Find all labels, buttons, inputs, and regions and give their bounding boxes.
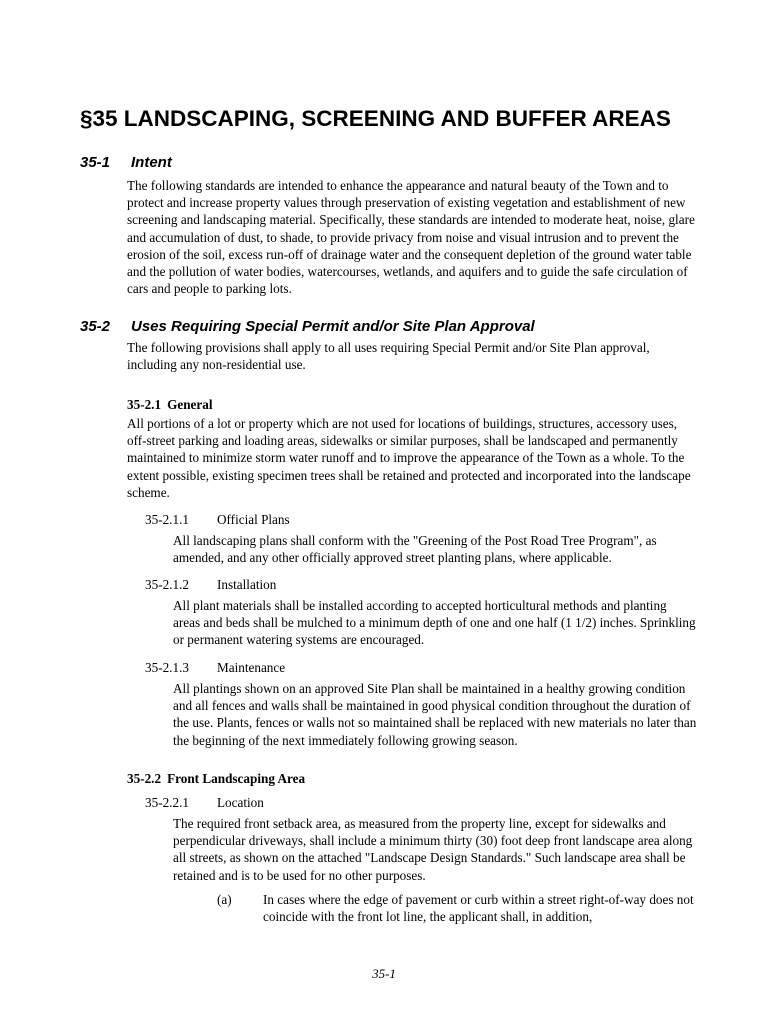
subsection-number: 35-2.2 — [127, 771, 162, 786]
clause-heading-35-2-1-1 — [145, 512, 290, 528]
clause-body-35-2-1-3: All plantings shown on an approved Site Plan shall be maintained in a healthy growing condition and all fences and walls shall be maintained in good physical condition throughout the duration of the use. Plants, fences or walls not so maintained shall be replaced with new materials no later than the beginning of the next immediately following growing season. — [173, 681, 697, 748]
section-number: 35-2 — [80, 318, 111, 335]
clause-heading-35-2-2-1 — [145, 795, 264, 811]
clause-title: Maintenance — [217, 660, 286, 675]
section-number: 35-1 — [80, 154, 111, 171]
subsection-heading-35-2-1 — [127, 397, 213, 413]
clause-body-35-2-1-2: All plant materials shall be installed according to accepted horticultural methods and planting areas and beds shall be mulched to a minimum depth of one and one half (1 1/2) inches. Sprinkling or permanent watering systems are encouraged. — [173, 598, 696, 648]
subsection-number: 35-2.1 — [127, 397, 162, 412]
subsection-body-35-2-1: All portions of a lot or property which are not used for locations of buildings, structures, accessory uses, off-street parking and loading areas, sidewalks or similar purposes, shall be landscaped and permanently maintained to minimize storm water runoff and to improve the appearance of the Town as a whole. To the extent possible, existing specimen trees shall be retained and protected and incorporated into the landscape scheme. — [127, 416, 691, 500]
clause-title: Location — [217, 795, 264, 810]
clause-title: Official Plans — [217, 512, 290, 527]
clause-number: 35-2.1.1 — [145, 512, 189, 527]
clause-body-35-2-2-1: The required front setback area, as measured from the property line, except for sidewalks and perpendicular driveways, shall include a minimum thirty (30) foot deep front landscape area along all streets, as shown on the attached "Landscape Design Standards." Such landscape area shall be retained and is to be used for no other purposes. — [173, 816, 693, 883]
clause-number: 35-2.1.3 — [145, 660, 189, 675]
clause-heading-35-2-1-3 — [145, 660, 285, 676]
section-title: Uses Requiring Special Permit and/or Site Plan Approval — [131, 318, 535, 335]
subsection-title: Front Landscaping Area — [167, 771, 306, 786]
section-body-35-2: The following provisions shall apply to all uses requiring Special Permit and/or Site Plan approval, including any non-residential use. — [127, 340, 650, 373]
section-heading-35-1 — [80, 154, 172, 171]
subsection-title: General — [167, 397, 213, 412]
clause-heading-35-2-1-2 — [145, 577, 276, 593]
list-item-text: In cases where the edge of pavement or curb within a street right-of-way does not coincide with the front lot line, the applicant shall, in addition, — [263, 892, 694, 925]
page-number: 35-1 — [372, 966, 396, 981]
page-title: §35 LANDSCAPING, SCREENING AND BUFFER AREAS — [80, 106, 671, 131]
clause-title: Installation — [217, 577, 277, 592]
clause-number: 35-2.1.2 — [145, 577, 189, 592]
clause-number: 35-2.2.1 — [145, 795, 189, 810]
section-body-35-1: The following standards are intended to enhance the appearance and natural beauty of the Town and to protect and increase property values through preservation of existing vegetation and establishment of new screening and landscaping material. Specifically, these standards are intended to moderate heat, noise, glare and accumulation of dust, to shade, to provide privacy from noise and visual intrusion and to prevent the erosion of the soil, excess run-off of drainage water and the consequent depletion of the ground water table and the pollution of water bodies, watercourses, wetlands, and aquifers and to guide the safe circulation of cars and people to parking lots. — [127, 178, 695, 297]
list-item-marker: (a) — [217, 892, 232, 907]
section-title: Intent — [131, 154, 172, 171]
subsection-heading-35-2-2 — [127, 771, 305, 787]
section-heading-35-2 — [80, 318, 535, 335]
clause-body-35-2-1-1: All landscaping plans shall conform with the "Greening of the Post Road Tree Program", as amended, and any other officially approved street planting plans, where applicable. — [173, 533, 657, 566]
